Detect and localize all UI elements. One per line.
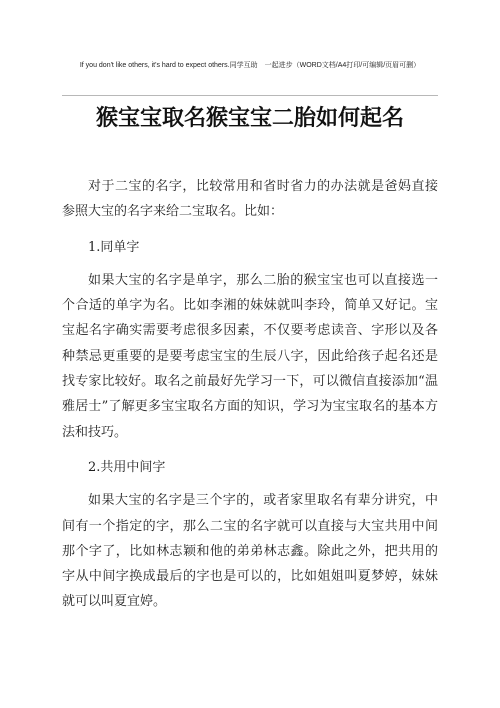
intro-paragraph: 对于二宝的名字，比较常用和省时省力的办法就是爸妈直接参照大宝的名字来给二宝取名。比如： <box>62 179 438 220</box>
document-title: 猴宝宝取名猴宝宝二胎如何起名 <box>95 106 404 131</box>
document-body <box>62 174 438 615</box>
header-divider <box>62 95 438 96</box>
page-header: If you don't like others, it's hard to expect others.同学互助 一起进步（WORD文档/A4打印/可编辑/页眉可删） <box>79 62 421 69</box>
section-heading-1: 1.同单字 <box>88 239 140 255</box>
section-heading-2: 2.共用中间字 <box>88 459 166 475</box>
section-paragraph-1: 如果大宝的名字是单字，那么二胎的猴宝宝也可以直接选一个合适的单字为名。比如李湘的妹妹就叫李玲，简单又好记。宝宝起名字确实需要考虑很多因素，不仅要考虑读音、字形以及各种禁忌更重要的是要考虑宝宝的生辰八字，因此给孩子起名还是找专家比较好。取名之前最好先学习一下，可以微信直接添加“温雅居士”了解更多宝宝取名方面的知识，学习为宝宝取名的基本方法和技巧。 <box>62 272 438 440</box>
section-paragraph-2: 如果大宝的名字是三个字的，或者家里取名有辈分讲究，中间有一个指定的字，那么二宝的名字就可以直接与大宝共用中间那个字了，比如林志颖和他的弟弟林志鑫。除此之外，把共用的字从中间字换成最后的字也是可以的，比如姐姐叫夏梦婷，妹妹就可以叫夏宜婷。 <box>62 493 438 610</box>
